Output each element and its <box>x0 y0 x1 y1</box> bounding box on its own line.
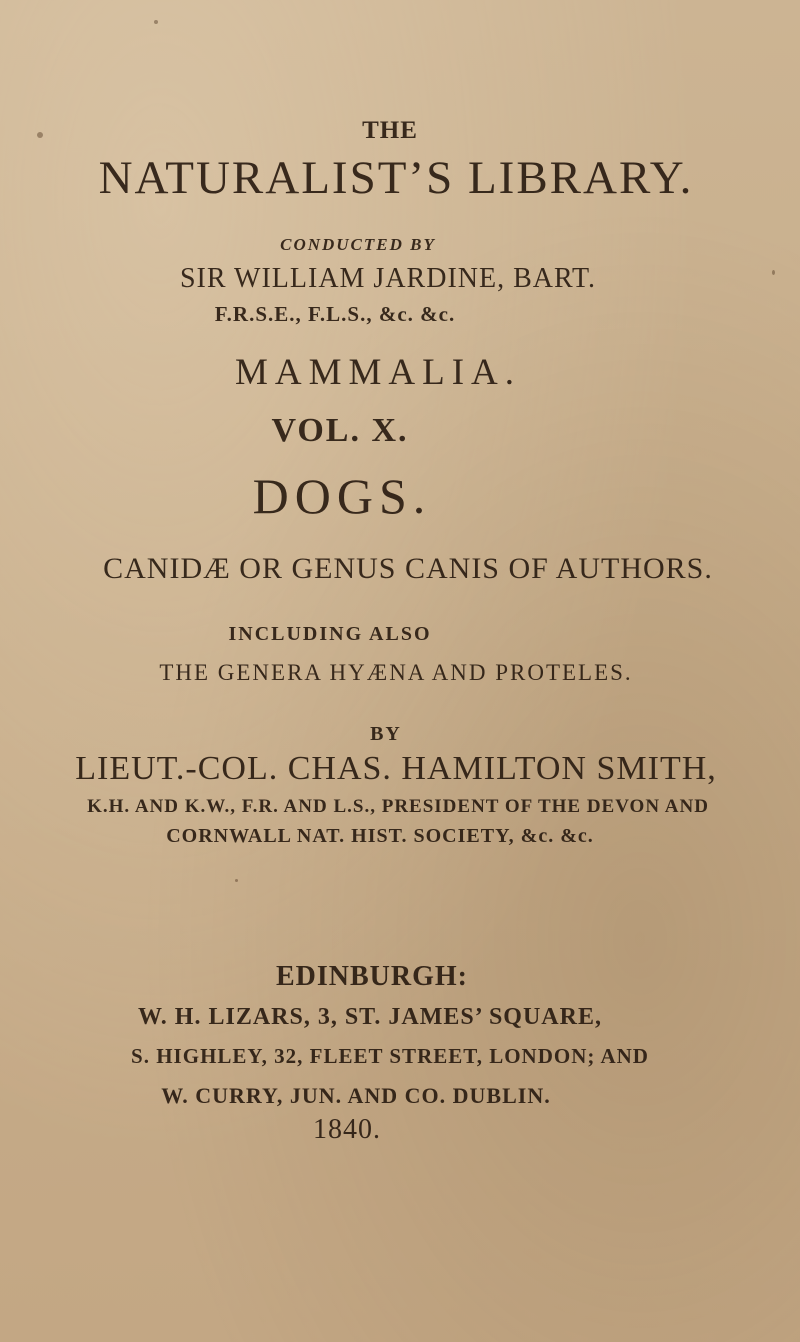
subject-heading: MAMMALIA. <box>234 352 522 393</box>
series-title: NATURALIST’S LIBRARY. <box>98 152 694 204</box>
editor-name: SIR WILLIAM JARDINE, BART. <box>179 263 597 294</box>
paper-speck <box>772 270 775 275</box>
genera-line: THE GENERA HYÆNA AND PROTELES. <box>159 660 633 685</box>
imprint-city: EDINBURGH: <box>275 961 468 992</box>
paper-speck <box>154 20 158 24</box>
series-article: THE <box>362 117 418 144</box>
including-also-label: INCLUDING ALSO <box>228 623 432 645</box>
conducted-by-label: CONDUCTED BY <box>280 235 436 254</box>
volume-number: VOL. X. <box>271 412 409 449</box>
author-qualifications-line-2: CORNWALL NAT. HIST. SOCIETY, &c. &c. <box>166 825 594 847</box>
editor-qualifications: F.R.S.E., F.L.S., &c. &c. <box>214 302 456 326</box>
by-label: BY <box>370 723 402 745</box>
paper-speck <box>37 132 43 138</box>
author-qualifications-line-1: K.H. AND K.W., F.R. AND L.S., PRESIDENT OF THE DEVON AND <box>87 796 709 817</box>
imprint-publisher-line-3: W. CURRY, JUN. AND CO. DUBLIN. <box>161 1083 551 1108</box>
imprint-publisher-line-1: W. H. LIZARS, 3, ST. JAMES’ SQUARE, <box>138 1004 602 1030</box>
paper-speck <box>235 879 238 882</box>
imprint-publisher-line-2: S. HIGHLEY, 32, FLEET STREET, LONDON; AND <box>131 1044 649 1068</box>
publication-year: 1840. <box>313 1114 381 1145</box>
volume-subtitle: CANIDÆ OR GENUS CANIS OF AUTHORS. <box>103 552 713 585</box>
volume-title: DOGS. <box>252 468 432 524</box>
author-name: LIEUT.-COL. CHAS. HAMILTON SMITH, <box>75 750 717 787</box>
